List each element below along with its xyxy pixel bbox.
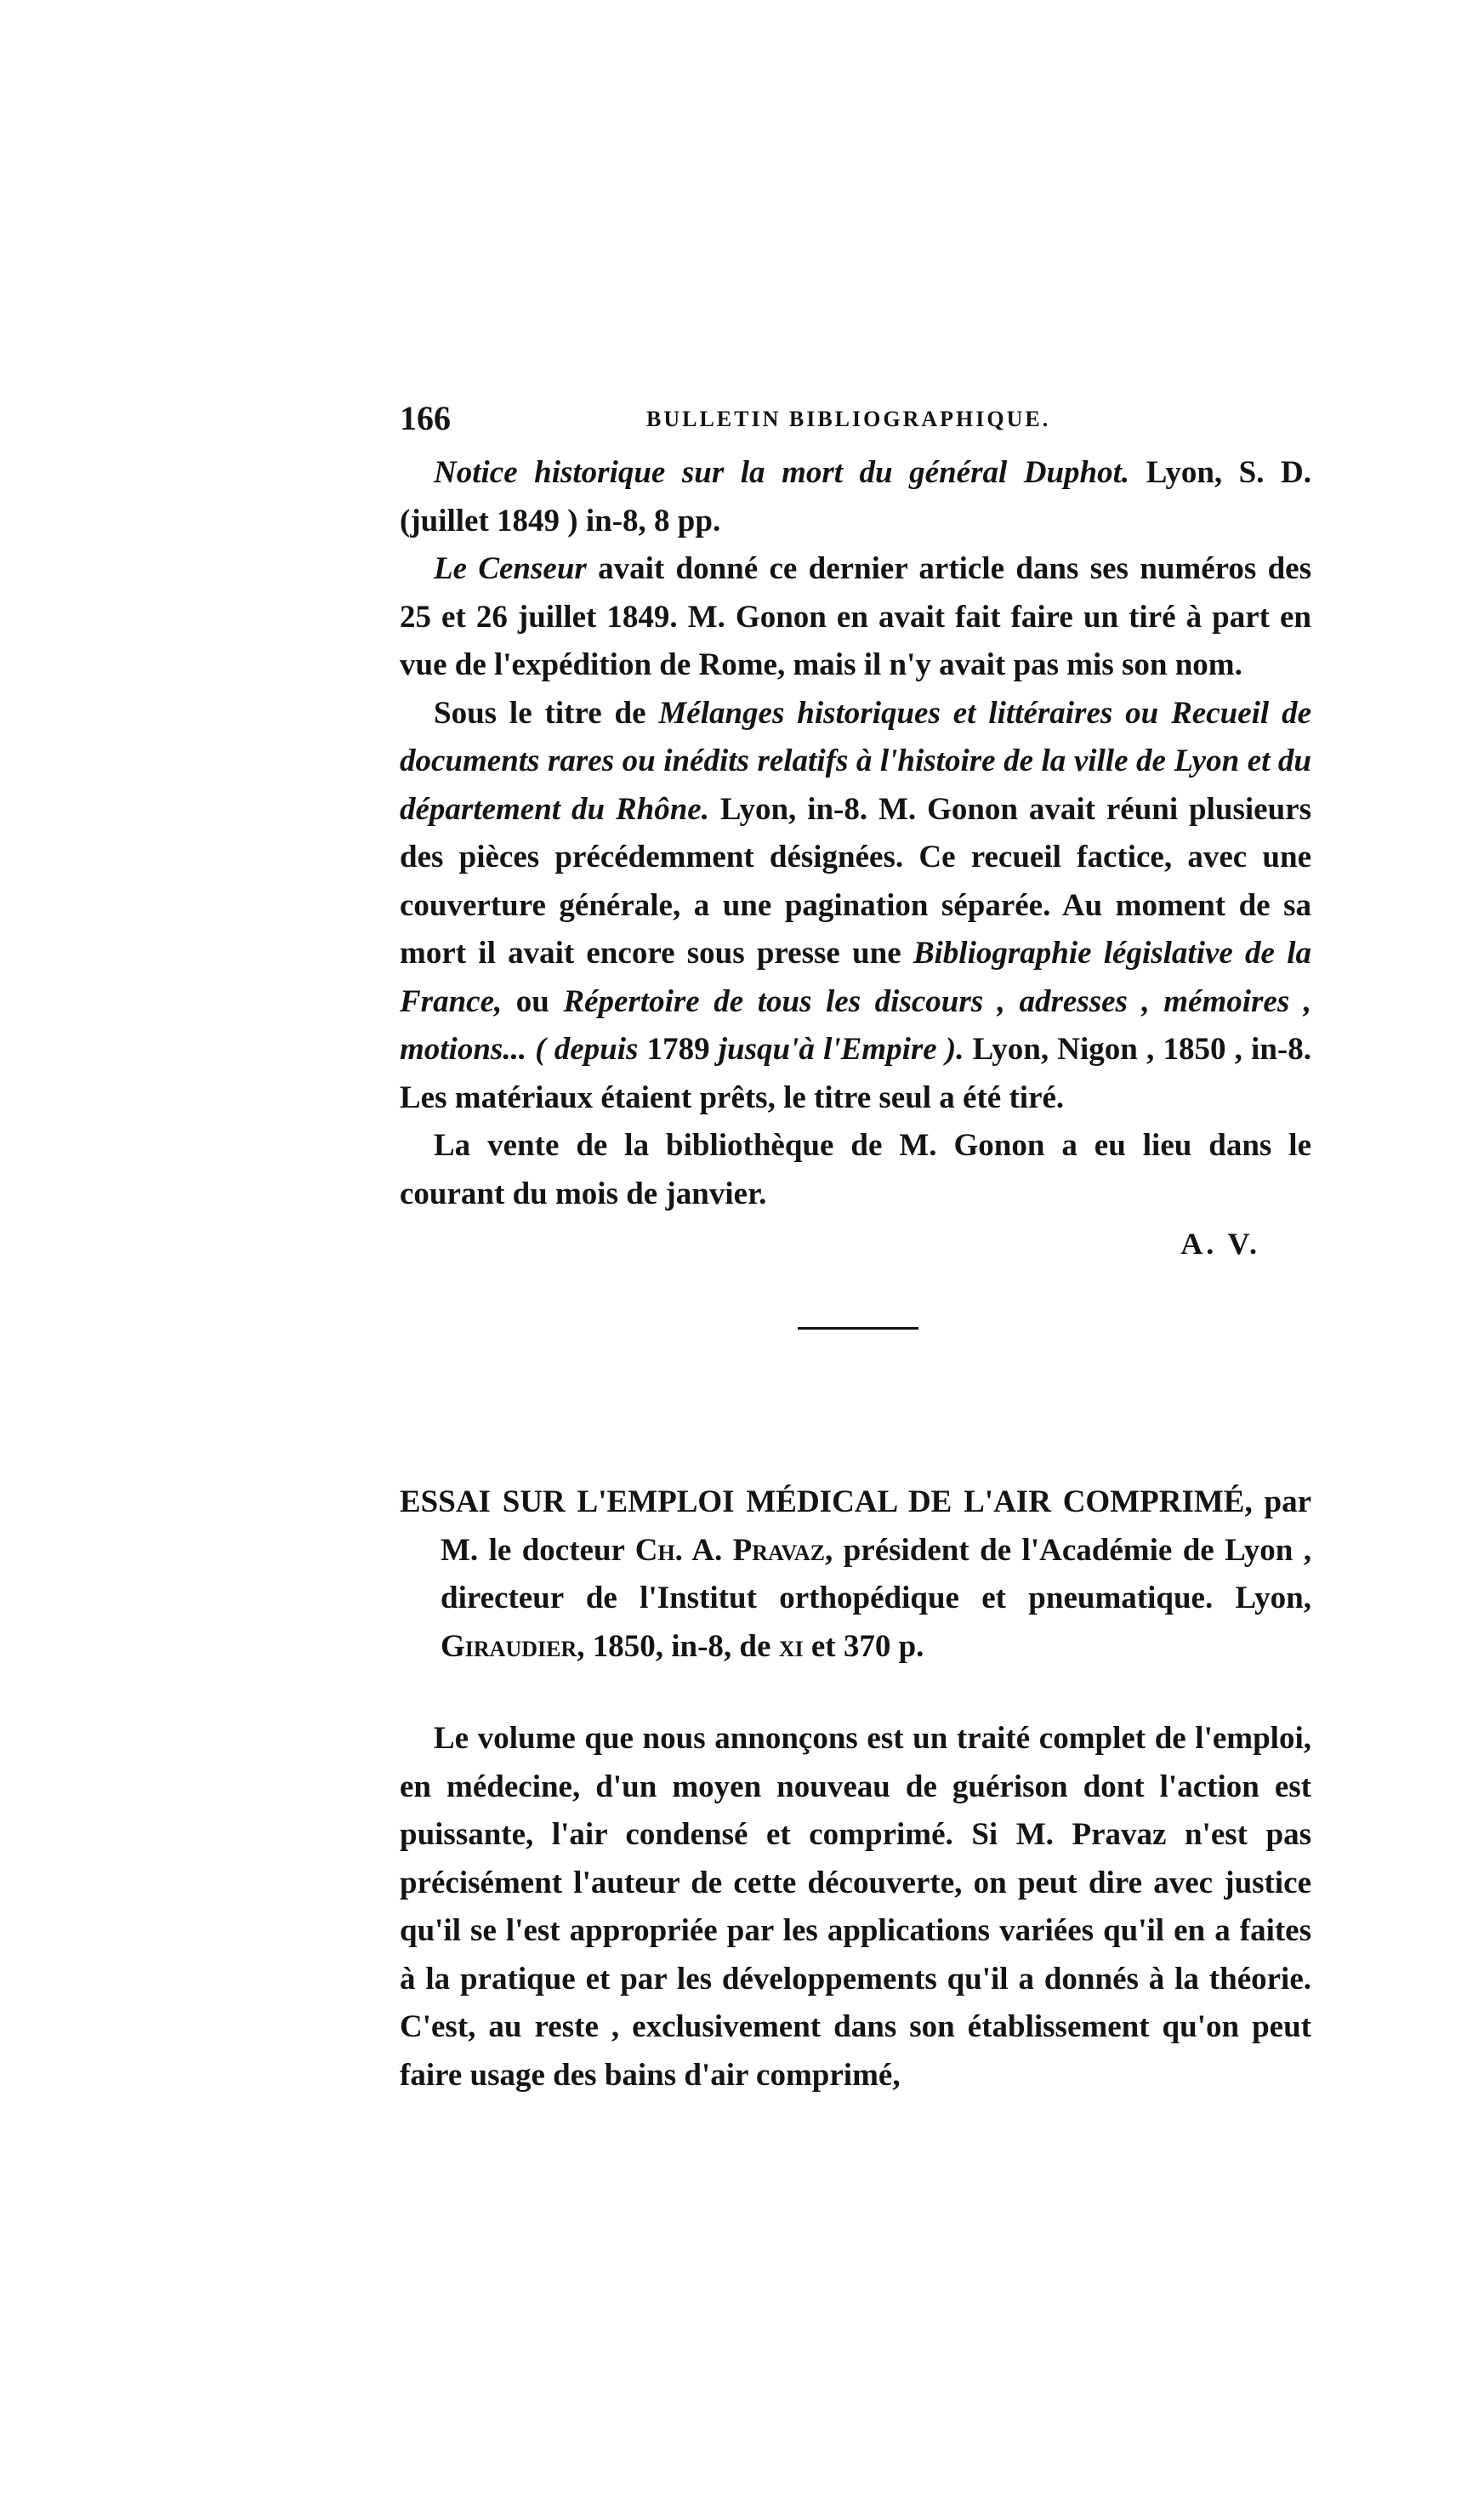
review-title: ESSAI SUR L'EMPLOI MÉDICAL DE L'AIR COMPRIMÉ, xyxy=(400,1484,1253,1519)
paragraph-vente: La vente de la bibliothèque de M. Gonon a eu lieu dans le courant du mois de janvier. xyxy=(400,1128,1311,1211)
year-text: 1789 xyxy=(638,1032,719,1067)
page-number: 166 xyxy=(400,399,451,437)
review-heading xyxy=(400,1478,1311,1671)
jusqu-text: jusqu'à l'Empire ). xyxy=(718,1032,964,1067)
paragraph-censeur xyxy=(400,545,1311,690)
section-divider xyxy=(798,1327,918,1330)
review-by: par M. le docteur xyxy=(441,1484,1312,1568)
review-pages: et 370 p. xyxy=(803,1628,924,1664)
notice-title: Notice historique sur la mort du général Duphot. xyxy=(434,455,1130,490)
melanges-middle: Lyon, in-8. M. Gonon avait réuni plusieurs des pièces précédemment désignées. Ce recueil factice, avec une couverture générale, a une pagination séparée. Au moment de sa mort il avait encore sous presse une xyxy=(400,791,1311,971)
review-author: Ch. A. Pravaz xyxy=(634,1532,826,1568)
review-publisher: Giraudier xyxy=(441,1628,577,1664)
running-head xyxy=(400,398,1311,442)
paragraph-melanges xyxy=(400,690,1311,1123)
censeur-text: avait donné ce dernier article dans ses numéros des 25 et 26 juillet 1849. M. Gonon en avait fait faire un tiré à part en vue de l'expédition de Rome, mais il n'y avait pas mis son nom. xyxy=(400,551,1311,682)
review-pub-details: , 1850, in-8, de xyxy=(577,1628,779,1664)
notice-details: Lyon, S. D. (juillet 1849 ) in-8, 8 pp. xyxy=(400,455,1311,538)
book-page xyxy=(400,398,1311,2099)
bibliographie-title: Bibliographie législative de la France, xyxy=(400,936,1311,1019)
entry-notice-duphot xyxy=(400,449,1311,545)
review-citation xyxy=(400,1478,1311,1671)
running-title: BULLETIN BIBLIOGRAPHIQUE. xyxy=(646,407,1051,431)
censeur-journal-name: Le Censeur xyxy=(434,551,587,586)
ou-text: ou xyxy=(502,983,564,1019)
melanges-title: Mélanges historiques et littéraires ou Recueil de documents rares ou inédits relatifs à l'histoire de la ville de Lyon et du département du Rhône. xyxy=(400,695,1311,827)
review-author-desc: , président de l'Académie de Lyon , directeur de l'Institut orthopédique et pneumatique. Lyon, xyxy=(441,1532,1311,1615)
review-paragraph: Le volume que nous annonçons est un traité complet de l'emploi, en médecine, d'un moyen nouveau de guérison dont l'action est puissante, l'air condensé et comprimé. Si M. Pravaz n'est pas précisément l'auteur de cette découverte, on peut dire avec justice qu'il se l'est appropriée par les applications variées qu'il en a faites à la pratique et par les développements qu'il a donnés à la théorie. C'est, au reste , exclusivement dans son établissement qu'on peut faire usage des bains d'air comprimé, xyxy=(400,1721,1311,2093)
melanges-lead: Sous le titre de xyxy=(434,695,659,731)
repertoire-title: Répertoire de tous les discours , adresses , mémoires , motions... ( depuis xyxy=(400,983,1312,1067)
signature: A. V. xyxy=(1180,1227,1260,1261)
review-roman-pages: xi xyxy=(778,1628,804,1664)
review-body xyxy=(400,1715,1311,2099)
melanges-end: Lyon, Nigon , 1850 , in-8. Les matériaux étaient prêts, le titre seul a été tiré. xyxy=(400,1032,1311,1115)
